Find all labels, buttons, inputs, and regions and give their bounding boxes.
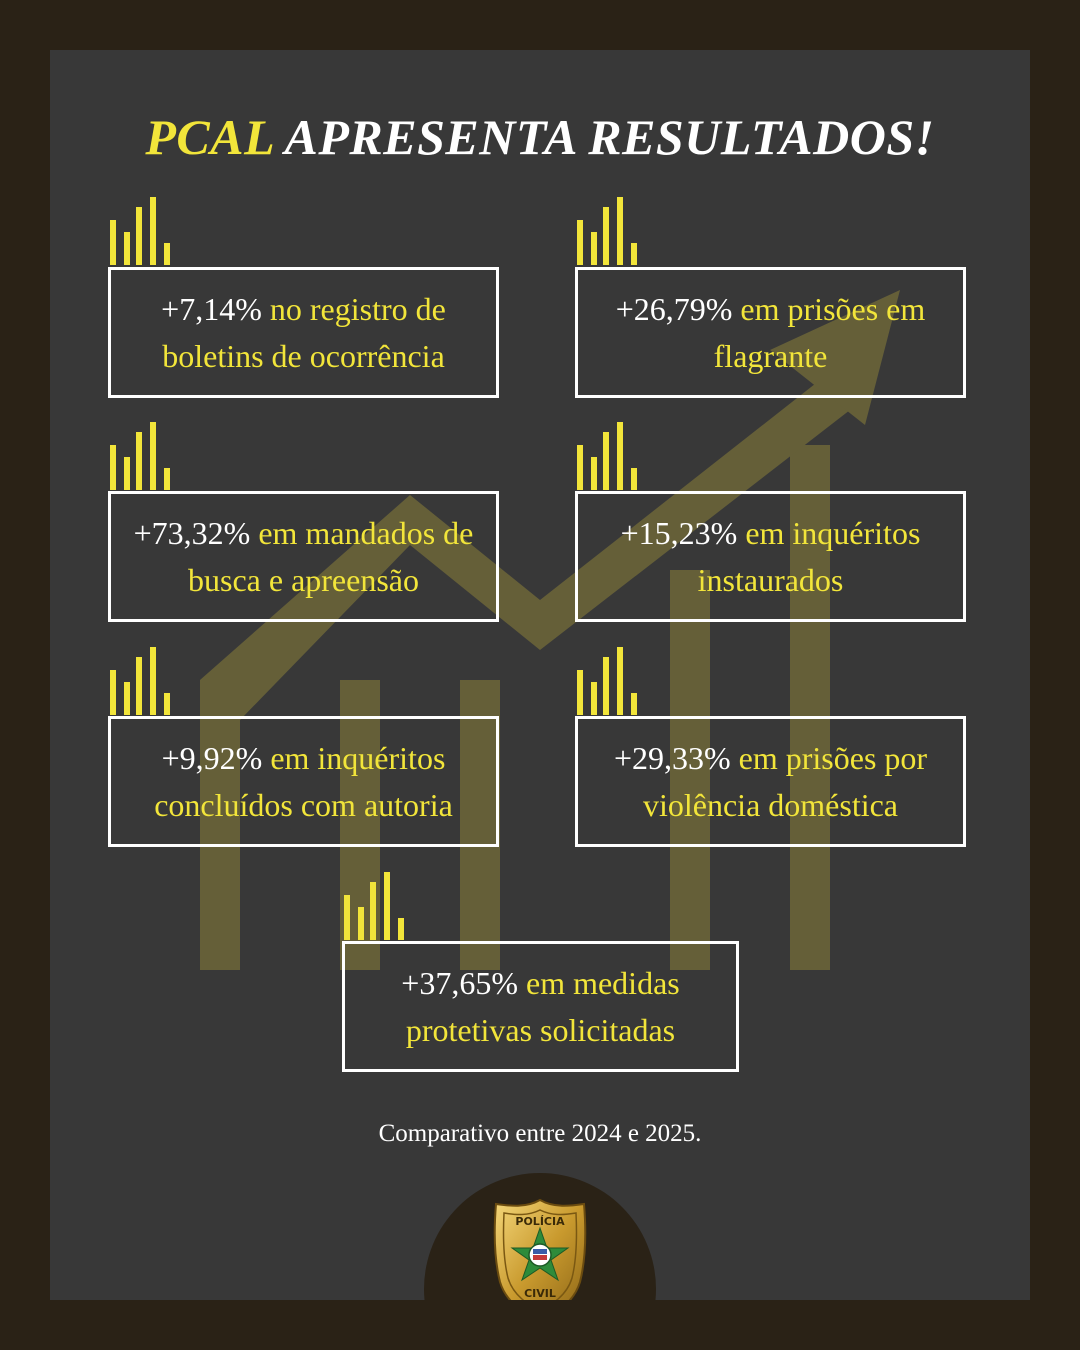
stat-text: em mandados de busca e apreensão xyxy=(188,514,474,598)
bar-chart-icon xyxy=(575,195,645,265)
badge-top-text: POLÍCIA xyxy=(515,1215,565,1228)
growth-arrow-background xyxy=(50,50,1030,1300)
bar-chart-icon xyxy=(108,195,178,265)
stat-card xyxy=(108,267,499,398)
bar-chart-icon xyxy=(575,420,645,490)
stat-percent: +15,23% xyxy=(620,514,738,551)
bar-chart-icon xyxy=(108,420,178,490)
police-badge-icon: POLÍCIA CIVIL AL xyxy=(492,1198,588,1300)
stat-text: em inquéritos instaurados xyxy=(697,514,921,598)
stat-text: no registro de boletins de ocorrência xyxy=(162,290,446,374)
bar-chart-icon xyxy=(108,645,178,715)
results-panel xyxy=(50,50,1030,1310)
stat-percent: +29,33% xyxy=(613,739,731,776)
stat-text: em prisões por violência doméstica xyxy=(642,739,928,823)
stat-card xyxy=(575,716,966,847)
bar-chart-icon xyxy=(342,870,412,940)
stat-card xyxy=(575,267,966,398)
stat-text: em inquéritos concluídos com autoria xyxy=(154,739,453,823)
bar-chart-icon xyxy=(575,645,645,715)
stat-percent: +9,92% xyxy=(161,739,263,776)
stat-percent: +7,14% xyxy=(161,290,262,327)
comparison-footnote: Comparativo entre 2024 e 2025. xyxy=(378,1120,702,1147)
stat-card xyxy=(575,491,966,622)
page-title xyxy=(50,108,1030,166)
stat-card xyxy=(108,716,499,847)
stat-text: em prisões em flagrante xyxy=(713,290,926,374)
title-rest: APRESENTA RESULTADOS! xyxy=(284,109,935,165)
stat-percent: +73,32% xyxy=(133,514,251,551)
stat-card xyxy=(342,941,739,1072)
stat-text: em medidas protetivas solicitadas xyxy=(405,964,680,1048)
title-highlight: PCAL xyxy=(145,109,274,165)
stat-percent: +26,79% xyxy=(615,290,733,327)
stat-percent: +37,65% xyxy=(401,964,518,1001)
badge-bottom-text: CIVIL xyxy=(524,1287,556,1300)
stat-card xyxy=(108,491,499,622)
